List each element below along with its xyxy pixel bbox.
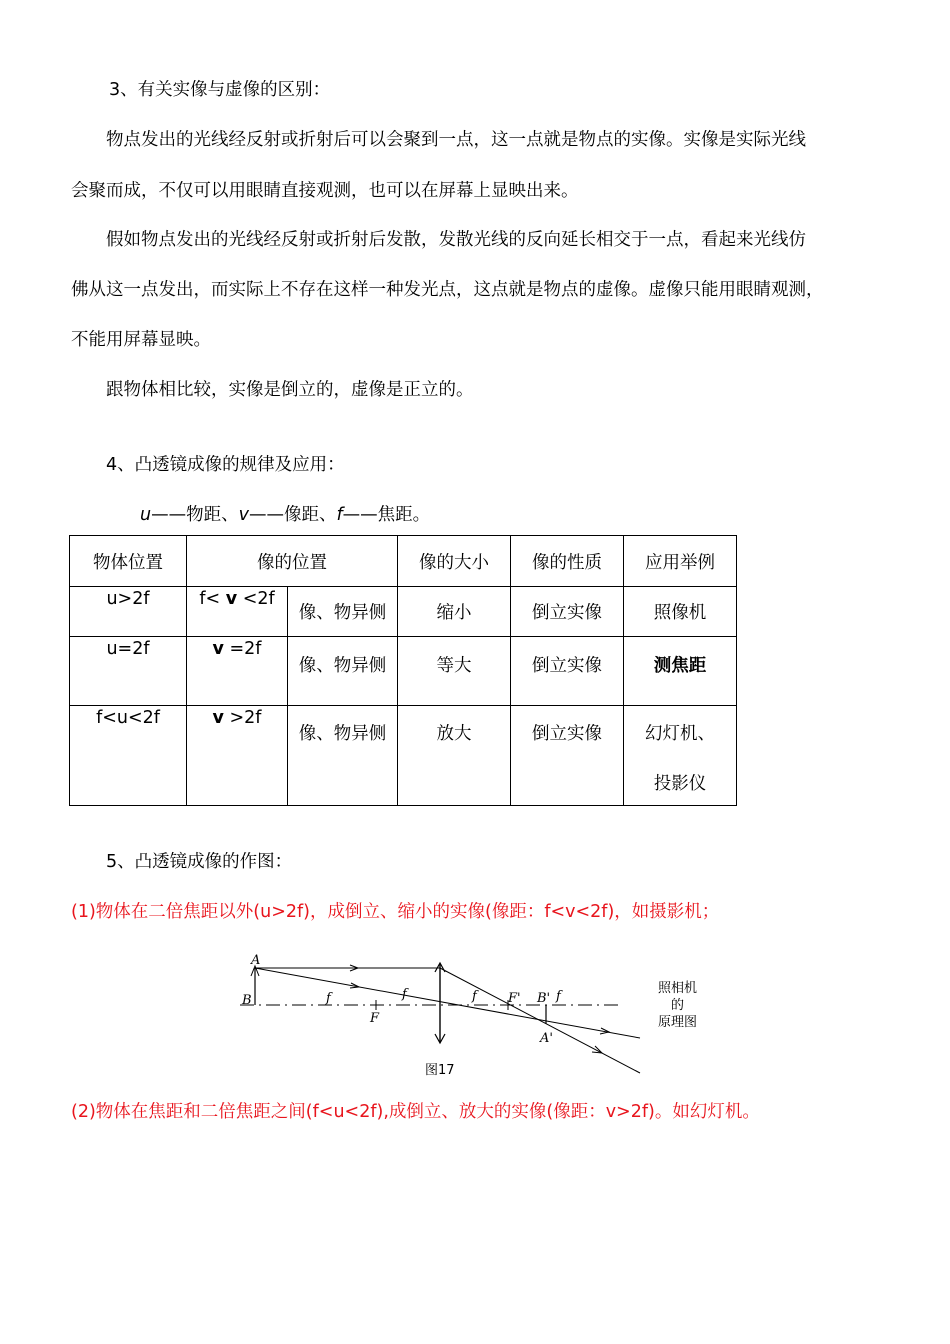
center-ray [255,968,640,1038]
header-application: 应用举例 [624,536,737,587]
camera-principle-diagram [240,950,710,1082]
header-object-position: 物体位置 [70,536,187,587]
paragraph-virtual-image-line1: 假如物点发出的光线经反射或折射后发散，发散光线的反向延长相交于一点，看起来光线仿 [106,230,806,250]
figure-caption: 图17 [425,1063,455,1078]
cell-object-position: u=2f [70,637,187,706]
symbol-legend [140,501,430,526]
cell-image-size: 缩小 [398,587,511,637]
cell-image-distance: f< v <2f [187,587,288,637]
section4-heading: 4、凸透镜成像的规律及应用： [106,455,345,475]
cell-image-distance: v =2f [187,637,288,706]
case1-description: (1)物体在二倍焦距以外(u>2f)，成倒立、缩小的实像(像距：f<v<2f)，如摄影机； [71,902,720,922]
cell-image-nature: 倒立实像 [511,706,624,806]
legend-v-text: ——像距、 [248,505,337,525]
header-image-nature: 像的性质 [511,536,624,587]
table-row [70,637,737,706]
label-A: A [251,953,261,968]
cell-application: 照像机 [624,587,737,637]
paragraph-virtual-image-line3: 不能用屏幕显映。 [71,330,211,350]
cell-image-side: 像、物异侧 [288,587,398,637]
legend-f-symbol: f [336,505,343,525]
section3-heading: 3、有关实像与虚像的区别： [109,80,331,100]
table-row [70,587,737,637]
cell-image-nature: 倒立实像 [511,637,624,706]
section5-heading: 5、凸透镜成像的作图： [106,852,293,872]
diagram-side-label-line2: 的 [671,998,685,1013]
legend-u-symbol: u [140,505,152,525]
cell-application: 幻灯机、 投影仪 [624,706,737,806]
diagram-side-label-line1: 照相机 [658,981,698,996]
legend-u-text: ——物距、 [151,505,239,525]
label-F: F [370,1011,380,1026]
cell-application: 测焦距 [624,637,737,706]
legend-f-text: ——焦距。 [342,505,431,525]
header-image-position: 像的位置 [187,536,398,587]
label-f: f [556,989,561,1004]
label-f: f [402,987,407,1002]
table-row [70,706,737,806]
lens-imaging-table [69,535,737,806]
label-f: f [326,991,331,1006]
case2-description: (2)物体在焦距和二倍焦距之间(f<u<2f),成倒立、放大的实像(像距：v>2f)。如幻灯机。 [71,1102,760,1122]
paragraph-real-image-line1: 物点发出的光线经反射或折射后可以会聚到一点，这一点就是物点的实像。实像是实际光线 [106,130,806,150]
label-f: f [472,989,477,1004]
diagram-side-label-line3: 原理图 [658,1015,698,1030]
paragraph-real-image-line2: 会聚而成，不仅可以用眼睛直接观测，也可以在屏幕上显映出来。 [71,181,579,201]
header-image-size: 像的大小 [398,536,511,587]
cell-object-position: f<u<2f [70,706,187,806]
label-A-prime: A' [540,1031,553,1046]
paragraph-virtual-image-line2: 佛从这一点发出，而实际上不存在这样一种发光点，这点就是物点的虚像。虚像只能用眼睛观测， [71,280,824,300]
legend-v-symbol: v [238,505,249,525]
cell-image-size: 等大 [398,637,511,706]
label-B-prime: B' [537,991,551,1006]
table-header-row [70,536,737,587]
cell-image-nature: 倒立实像 [511,587,624,637]
cell-object-position: u>2f [70,587,187,637]
refracted-ray [440,968,640,1073]
cell-image-side: 像、物异侧 [288,706,398,806]
label-B: B [242,993,252,1008]
paragraph-comparison: 跟物体相比较，实像是倒立的，虚像是正立的。 [106,380,474,400]
cell-image-distance: v >2f [187,706,288,806]
label-F-prime: F' [508,991,521,1006]
cell-image-size: 放大 [398,706,511,806]
cell-image-side: 像、物异侧 [288,637,398,706]
